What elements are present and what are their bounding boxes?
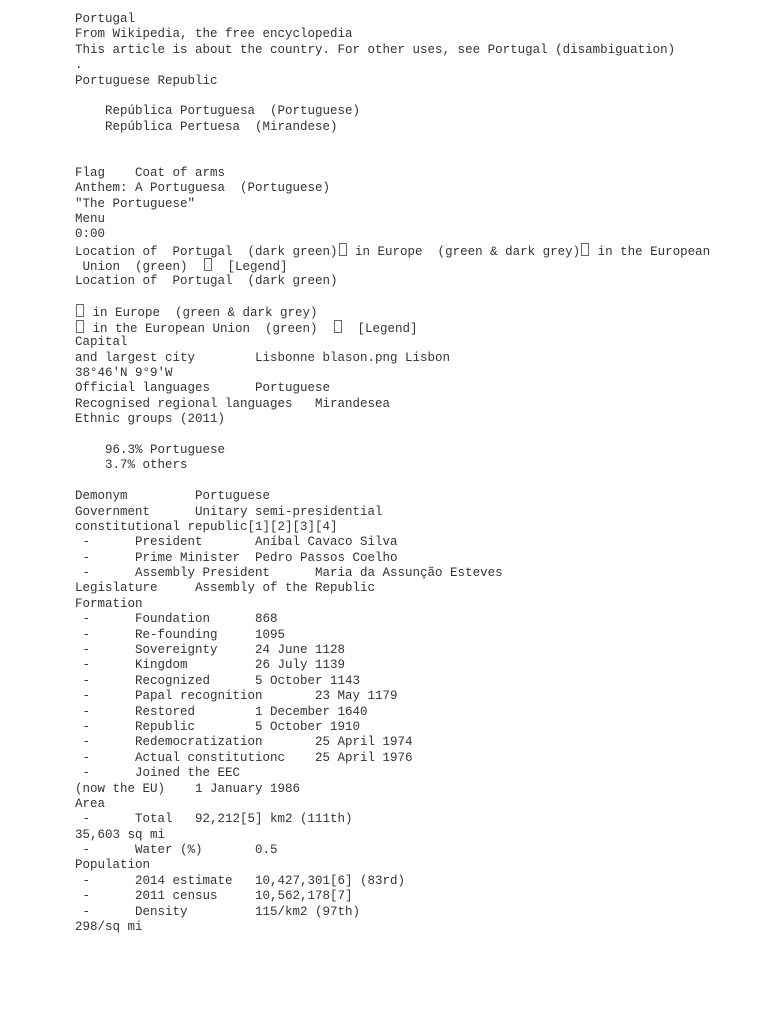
- text-line: Union (green) [Legend]: [75, 260, 288, 275]
- missing-glyph-box: [76, 320, 84, 333]
- missing-glyph-box: [334, 320, 342, 333]
- missing-glyph-box: [204, 258, 212, 271]
- text-line: 0:00: [75, 227, 106, 242]
- text-line: - Restored 1 December 1640: [75, 704, 368, 719]
- text-line: - Assembly President Maria da Assunção Esteves: [75, 566, 503, 581]
- text-line: 35,603 sq mi: [75, 827, 166, 842]
- text-line: in Europe (green & dark grey): [75, 304, 755, 319]
- text-line: - Density 115/km2 (97th): [75, 904, 361, 919]
- text-line: From Wikipedia, the free encyclopedia: [75, 27, 353, 42]
- text-line: - Joined the EEC: [75, 766, 241, 781]
- text-line: - 2014 estimate 10,427,301[6] (83rd): [75, 873, 406, 888]
- blank-line: [75, 474, 755, 489]
- text-line: Formation: [75, 596, 143, 611]
- text-line: - Actual constitutionc 25 April 1976: [75, 750, 413, 765]
- text-line: - Sovereignty 24 June 1128: [75, 643, 346, 658]
- document-text: [75, 12, 755, 935]
- blank-line: [75, 135, 755, 150]
- missing-glyph-box: [581, 243, 589, 256]
- text-line: - Republic 5 October 1910: [75, 719, 361, 734]
- text-line: This article is about the country. For other uses, see Portugal (disambiguation): [75, 42, 676, 57]
- missing-glyph-box: [339, 243, 347, 256]
- text-line: 3.7% others: [75, 458, 188, 473]
- text-line: Demonym Portuguese: [75, 489, 271, 504]
- text-line: Official languages Portuguese: [75, 381, 331, 396]
- text-line: República Pertuesa (Mirandese): [75, 119, 338, 134]
- text-line: Location of Portugal (dark green) in Europe (green & dark grey) in the European: [75, 244, 711, 259]
- text-line: Capital: [75, 335, 128, 350]
- text-line: Menu: [75, 212, 106, 227]
- text-line: - Water (%) 0.5: [75, 843, 278, 858]
- text-line: - President Aníbal Cavaco Silva: [75, 535, 398, 550]
- text-line: Area: [75, 796, 106, 811]
- text-line: - Foundation 868: [75, 612, 278, 627]
- text-line: 298/sq mi: [75, 920, 143, 935]
- blank-line: [75, 289, 755, 304]
- text-line: .: [75, 58, 83, 73]
- text-line: Government Unitary semi-presidential: [75, 504, 383, 519]
- text-line: and largest city Lisbonne blason.png Lisbon: [75, 350, 451, 365]
- text-line: - Redemocratization 25 April 1974: [75, 735, 413, 750]
- missing-glyph-box: [76, 304, 84, 317]
- text-line: - 2011 census 10,562,178[7]: [75, 889, 353, 904]
- text-line: Flag Coat of arms: [75, 165, 226, 180]
- text-line: Population: [75, 858, 151, 873]
- text-line: Recognised regional languages Mirandesea: [75, 396, 391, 411]
- text-line: Portugal: [75, 12, 136, 26]
- text-line: (now the EU) 1 January 1986: [75, 781, 301, 796]
- blank-line: [75, 89, 755, 104]
- text-line: - Kingdom 26 July 1139: [75, 658, 346, 673]
- text-line: - Recognized 5 October 1143: [75, 673, 361, 688]
- text-line: constitutional republic[1][2][3][4]: [75, 519, 338, 534]
- blank-line: [75, 151, 755, 166]
- text-line: República Portuguesa (Portuguese): [75, 104, 361, 119]
- text-line: 38°46′N 9°9′W: [75, 365, 173, 380]
- text-line: - Re-founding 1095: [75, 627, 286, 642]
- text-line: Legislature Assembly of the Republic: [75, 581, 376, 596]
- text-line: Anthem: A Portuguesa (Portuguese): [75, 181, 331, 196]
- text-line: "The Portuguese": [75, 196, 196, 211]
- text-line: - Prime Minister Pedro Passos Coelho: [75, 550, 398, 565]
- text-line: - Papal recognition 23 May 1179: [75, 689, 398, 704]
- blank-line: [75, 428, 755, 443]
- text-line: - Total 92,212[5] km2 (111th): [75, 812, 353, 827]
- text-line: Portuguese Republic: [75, 73, 218, 88]
- text-line: in the European Union (green) [Legend]: [75, 320, 755, 335]
- text-line: Ethnic groups (2011): [75, 412, 226, 427]
- text-line: 96.3% Portuguese: [75, 442, 226, 457]
- text-line: Location of Portugal (dark green): [75, 273, 338, 288]
